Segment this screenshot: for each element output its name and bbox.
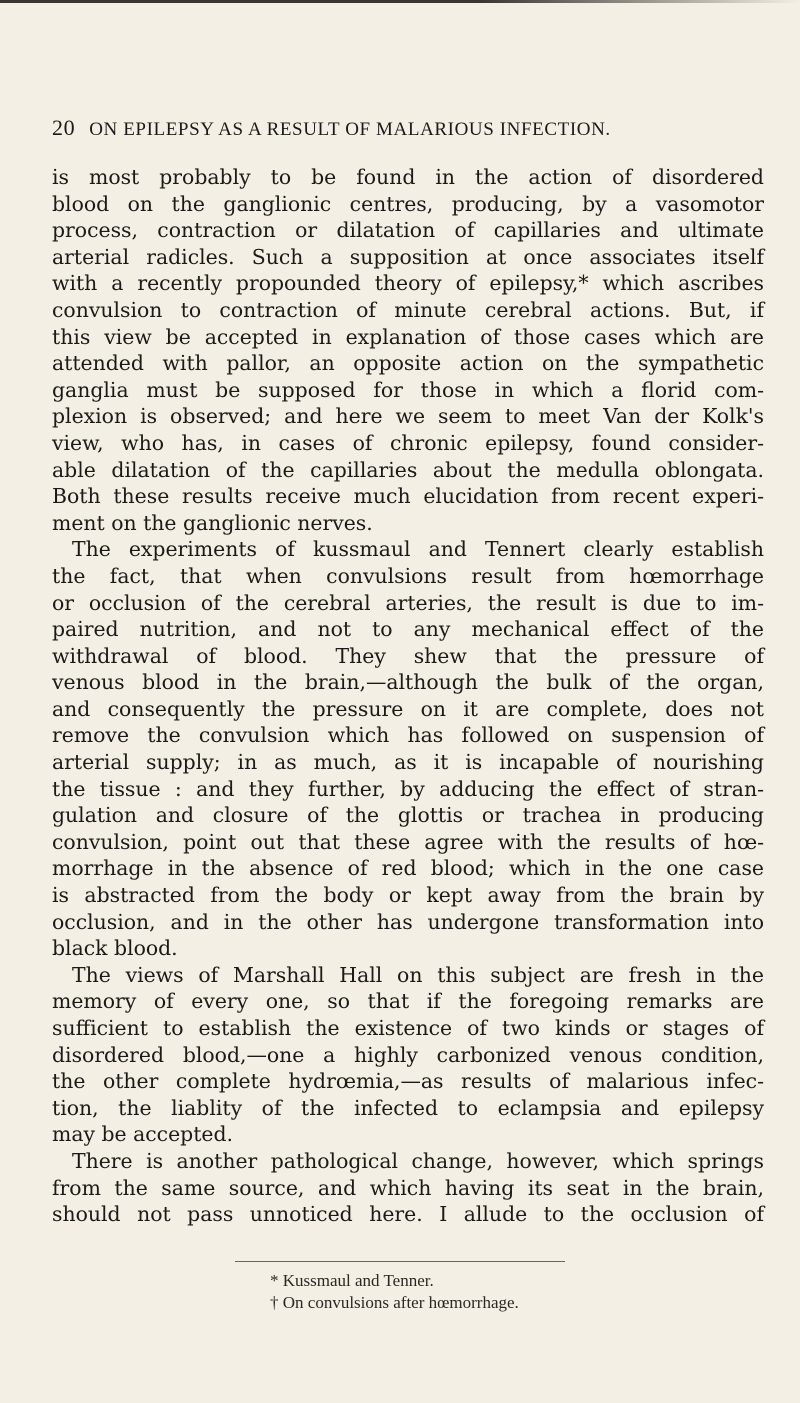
running-title: ON EPILEPSY AS A RESULT OF MALARIOUS INFECTION. xyxy=(89,119,611,140)
footnote-2: † On convulsions after hœmorrhage. xyxy=(270,1293,519,1312)
text-line: venous blood in the brain,—although the bulk of the organ, xyxy=(52,670,764,695)
text-line: remove the convulsion which has followed on suspension of xyxy=(52,723,764,748)
page-number: 20 xyxy=(52,115,76,140)
top-rule xyxy=(0,0,800,3)
body-text xyxy=(52,164,764,1228)
text-line: occlusion, and in the other has undergone transformation into xyxy=(52,909,764,934)
text-line: blood on the ganglionic centres, producing, by a vasomotor xyxy=(52,191,764,216)
text-line: convulsion, point out that these agree with the results of hœ- xyxy=(52,829,764,854)
text-line: the other complete hydrœmia,—as results of malarious infec- xyxy=(52,1069,764,1094)
text-line: Both these results receive much elucidation from recent experi- xyxy=(52,484,764,509)
text-line: should not pass unnoticed here. I allude to the occlusion of xyxy=(52,1202,764,1227)
text-line: this view be accepted in explanation of those cases which are xyxy=(52,324,764,349)
text-line: with a recently propounded theory of epilepsy,* which ascribes xyxy=(52,271,764,296)
text-line: is abstracted from the body or kept away from the brain by xyxy=(52,883,764,908)
text-line: attended with pallor, an opposite action on the sympathetic xyxy=(52,351,764,376)
text-line: tion, the liablity of the infected to eclampsia and epilepsy xyxy=(52,1095,764,1120)
text-line: black blood. xyxy=(52,936,178,961)
footnotes xyxy=(270,1270,519,1314)
text-line: gulation and closure of the glottis or trachea in producing xyxy=(52,803,764,828)
text-line: view, who has, in cases of chronic epilepsy, found consider- xyxy=(52,430,764,455)
text-line: withdrawal of blood. They shew that the pressure of xyxy=(52,643,764,668)
text-line: process, contraction or dilatation of capillaries and ultimate xyxy=(52,218,764,243)
text-line: from the same source, and which having its seat in the brain, xyxy=(52,1175,764,1200)
footnote-1: * Kussmaul and Tenner. xyxy=(270,1271,434,1290)
text-line: the tissue : and they further, by adducing the effect of stran- xyxy=(52,776,764,801)
text-line: may be accepted. xyxy=(52,1122,234,1147)
text-line: sufficient to establish the existence of two kinds or stages of xyxy=(52,1016,764,1040)
text-line: able dilatation of the capillaries about the medulla oblongata. xyxy=(52,457,764,482)
text-line: paired nutrition, and not to any mechanical effect of the xyxy=(52,617,764,642)
paragraph-start: The experiments of kussmaul and Tennert clearly establish xyxy=(72,537,764,562)
text-line: convulsion to contraction of minute cerebral actions. But, if xyxy=(52,297,764,322)
text-line: disordered blood,—one a highly carbonized venous condition, xyxy=(52,1042,764,1067)
text-line: ganglia must be supposed for those in which a florid com- xyxy=(52,377,764,402)
paragraph-start: There is another pathological change, however, which springs xyxy=(72,1148,764,1173)
footnote-rule xyxy=(235,1261,565,1262)
paragraph-start: The views of Marshall Hall on this subject are fresh in the xyxy=(72,962,764,987)
text-line: plexion is observed; and here we seem to meet Van der Kolk's xyxy=(52,404,764,429)
page-header xyxy=(52,115,752,141)
text-line: or occlusion of the cerebral arteries, the result is due to im- xyxy=(52,590,764,615)
text-line: morrhage in the absence of red blood; which in the one case xyxy=(52,856,764,881)
text-line: arterial radicles. Such a supposition at once associates itself xyxy=(52,244,764,269)
text-line: the fact, that when convulsions result from hœmorrhage xyxy=(52,563,764,588)
text-line: arterial supply; in as much, as it is incapable of nourishing xyxy=(52,750,764,775)
text-line: ment on the ganglionic nerves. xyxy=(52,510,373,535)
text-line: memory of every one, so that if the foregoing remarks are xyxy=(52,989,764,1014)
text-line: and consequently the pressure on it are complete, does not xyxy=(52,696,764,721)
text-line: is most probably to be found in the action of disordered xyxy=(52,165,764,189)
